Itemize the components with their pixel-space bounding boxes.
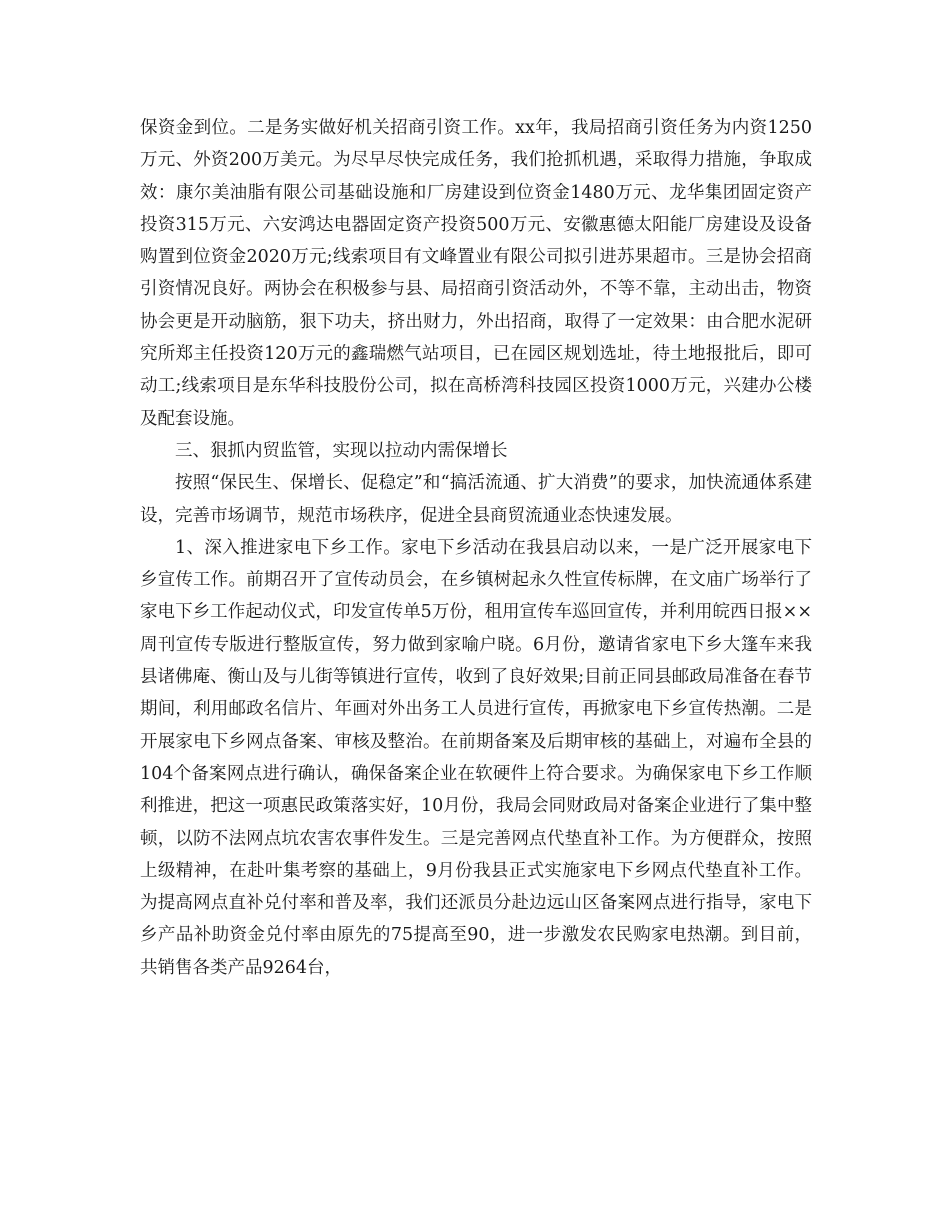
section-heading: 三、狠抓内贸监管，实现以拉动内需保增长 [175, 440, 508, 461]
paragraph-intro: 按照“保民生、保增长、促稳定”和“搞活流通、扩大消费”的要求，加快流通体系建设，完善市场调节，规范市场秩序，促进全县商贸流通业态快速发展。 [140, 473, 812, 526]
paragraph-continued: 保资金到位。二是务实做好机关招商引资工作。xx年，我局招商引资任务为内资1250万元、外资200万美元。为尽早尽快完成任务，我们抢抓机遇，采取得力措施，争取成效：康尔美油脂有限公司基础设施和厂房建设到位资金1480万元、龙华集团固定资产投资315万元、六安鸿达电器固定资产投资500万元、安徽惠德太阳能厂房建设及设备购置到位资金2020万元;线索项目有文峰置业有限公司拟引进苏果超市。三是协会招商引资情况良好。两协会在积极参与县、局招商引资活动外，不等不靠，主动出击，物资协会更是开动脑筋，狠下功夫，挤出财力，外出招商，取得了一定效果：由合肥水泥研究所郑主任投资120万元的鑫瑞燃气站项目，已在园区规划选址，待土地报批后，即可动工;线索项目是东华科技股份公司，拟在高桥湾科技园区投资1000万元，兴建办公楼及配套设施。 [140, 118, 812, 429]
paragraph-item-1: 1、深入推进家电下乡工作。家电下乡活动在我县启动以来，一是广泛开展家电下乡宣传工作。前期召开了宣传动员会，在乡镇树起永久性宣传标牌，在文庙广场举行了家电下乡工作起动仪式，印发宣传单5万份，租用宣传车巡回宣传，并利用皖西日报××周刊宣传专版进行整版宣传，努力做到家喻户晓。6月份，邀请省家电下乡大篷车来我县诸佛庵、衡山及与儿街等镇进行宣传，收到了良好效果;目前正同县邮政局准备在春节期间，利用邮政名信片、年画对外出务工人员进行宣传，再掀家电下乡宣传热潮。二是开展家电下乡网点备案、审核及整治。在前期备案及后期审核的基础上，对遍布全县的104个备案网点进行确认，确保备案企业在软硬件上符合要求。为确保家电下乡工作顺利推进，把这一项惠民政策落实好，10月份，我局会同财政局对备案企业进行了集中整顿，以防不法网点坑农害农事件发生。三是完善网点代垫直补工作。为方便群众，按照上级精神，在赴叶集考察的基础上，9月份我县正式实施家电下乡网点代垫直补工作。为提高网点直补兑付率和普及率，我们还派员分赴边远山区备案网点进行指导，家电下乡产品补助资金兑付率由原先的75提高至90，进一步激发农民购家电热潮。到目前，共销售各类产品9264台， [140, 537, 812, 978]
document-body [140, 112, 812, 984]
